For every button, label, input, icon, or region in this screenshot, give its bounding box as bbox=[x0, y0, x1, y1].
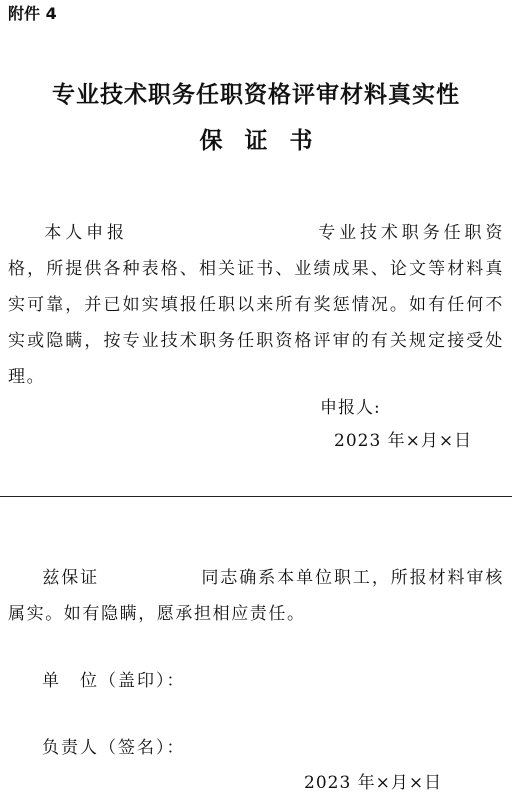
declarant-label: 申报人: bbox=[320, 398, 381, 418]
document-subtitle: 保证书 bbox=[199, 127, 335, 154]
section-divider bbox=[0, 496, 512, 497]
guarantee-prefix: 兹保证 bbox=[42, 568, 100, 588]
unit-seal-label: 单 位（盖印）： bbox=[42, 671, 186, 691]
declaration-date: 2023 年×月×日 bbox=[334, 431, 473, 451]
declaration-paragraph bbox=[8, 215, 504, 395]
declaration-body: 专业技术职务任职资格，所提供各种表格、相关证书、业绩成果、论文等材料真实可靠，并已如实填报任职以来所有奖惩情况。如有任何不实或隐瞒，按专业技术职务任职资格评审的有关规定接受处理。 bbox=[8, 223, 504, 387]
declaration-prefix: 本人申报 bbox=[42, 223, 128, 243]
document-title: 专业技术职务任职资格评审材料真实性 bbox=[52, 81, 460, 108]
guarantee-paragraph bbox=[8, 560, 504, 632]
guarantee-body: 同志确系本单位职工，所报材料审核属实。如有隐瞒，愿承担相应责任。 bbox=[8, 568, 504, 624]
leader-signature-label: 负责人（签名）： bbox=[42, 738, 186, 758]
guarantee-date: 2023 年×月×日 bbox=[304, 773, 443, 793]
attachment-label: 附件 4 bbox=[8, 4, 57, 23]
